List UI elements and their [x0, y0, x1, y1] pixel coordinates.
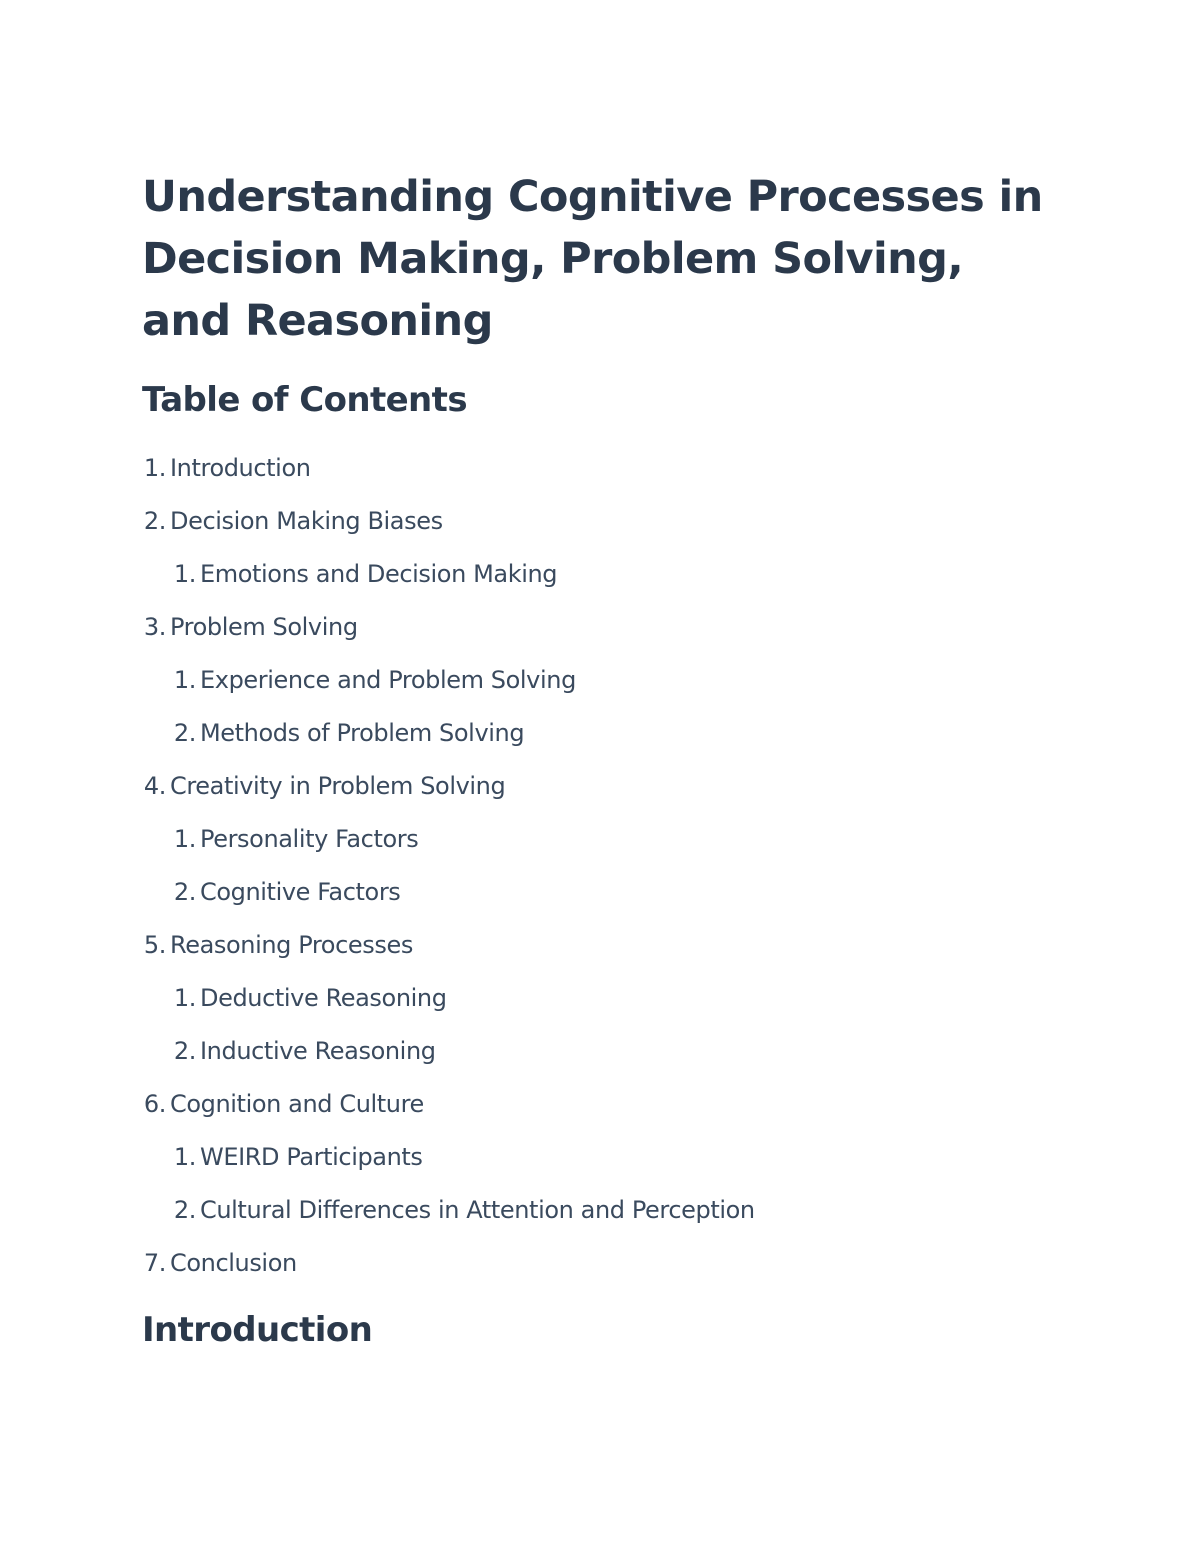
toc-item[interactable]: [0, 547, 557, 600]
toc-item-link[interactable]: Cognitive Factors: [200, 877, 401, 906]
toc-item-link[interactable]: Experience and Problem Solving: [200, 665, 576, 694]
toc-item-number: 2.: [173, 1036, 196, 1065]
toc-item-number: 2.: [143, 506, 166, 535]
toc-item-number: 2.: [173, 877, 196, 906]
toc-item-link[interactable]: WEIRD Participants: [200, 1142, 423, 1171]
toc-item-number: 4.: [143, 771, 166, 800]
toc-item-number: 3.: [143, 612, 166, 641]
toc-item[interactable]: [0, 971, 447, 1024]
toc-item[interactable]: [0, 600, 358, 653]
toc-heading: Table of Contents: [142, 380, 467, 420]
toc-item[interactable]: [0, 759, 505, 812]
toc-item[interactable]: [0, 441, 311, 494]
toc-item-link[interactable]: Cognition and Culture: [170, 1089, 424, 1118]
toc-item-number: 1.: [173, 559, 196, 588]
toc-item[interactable]: [0, 1130, 423, 1183]
toc-item[interactable]: [0, 865, 400, 918]
toc-item[interactable]: [0, 706, 524, 759]
toc-item[interactable]: [0, 653, 576, 706]
toc-item-link[interactable]: Creativity in Problem Solving: [170, 771, 506, 800]
toc-item[interactable]: [0, 918, 413, 971]
toc-item-number: 5.: [143, 930, 166, 959]
section-heading-introduction: Introduction: [142, 1310, 373, 1350]
toc-item-link[interactable]: Problem Solving: [170, 612, 358, 641]
toc-item-number: 2.: [173, 718, 196, 747]
toc-item[interactable]: [0, 812, 418, 865]
toc-item-number: 1.: [173, 1142, 196, 1171]
toc-item-link[interactable]: Introduction: [170, 453, 311, 482]
toc-item-number: 6.: [143, 1089, 166, 1118]
document-title: Understanding Cognitive Processes in Decision Making, Problem Solving, and Reasoning: [142, 172, 1043, 346]
toc-item-link[interactable]: Personality Factors: [200, 824, 419, 853]
toc-item-link[interactable]: Conclusion: [170, 1248, 297, 1277]
toc-item[interactable]: [0, 1077, 424, 1130]
toc-item-number: 1.: [173, 824, 196, 853]
toc-item-link[interactable]: Emotions and Decision Making: [200, 559, 558, 588]
toc-item-link[interactable]: Decision Making Biases: [170, 506, 443, 535]
toc-item[interactable]: [0, 1024, 436, 1077]
toc-item-number: 2.: [173, 1195, 196, 1224]
toc-item-number: 7.: [143, 1248, 166, 1277]
toc-item-link[interactable]: Methods of Problem Solving: [200, 718, 525, 747]
toc-item-number: 1.: [143, 453, 166, 482]
toc-item-link[interactable]: Cultural Differences in Attention and Perception: [200, 1195, 755, 1224]
toc-item-link[interactable]: Inductive Reasoning: [200, 1036, 436, 1065]
toc-item-number: 1.: [173, 665, 196, 694]
toc-item[interactable]: [0, 1236, 297, 1289]
toc-item[interactable]: [0, 1183, 755, 1236]
toc-item[interactable]: [0, 494, 443, 547]
toc-item-link[interactable]: Reasoning Processes: [170, 930, 413, 959]
toc-item-number: 1.: [173, 983, 196, 1012]
toc-item-link[interactable]: Deductive Reasoning: [200, 983, 447, 1012]
